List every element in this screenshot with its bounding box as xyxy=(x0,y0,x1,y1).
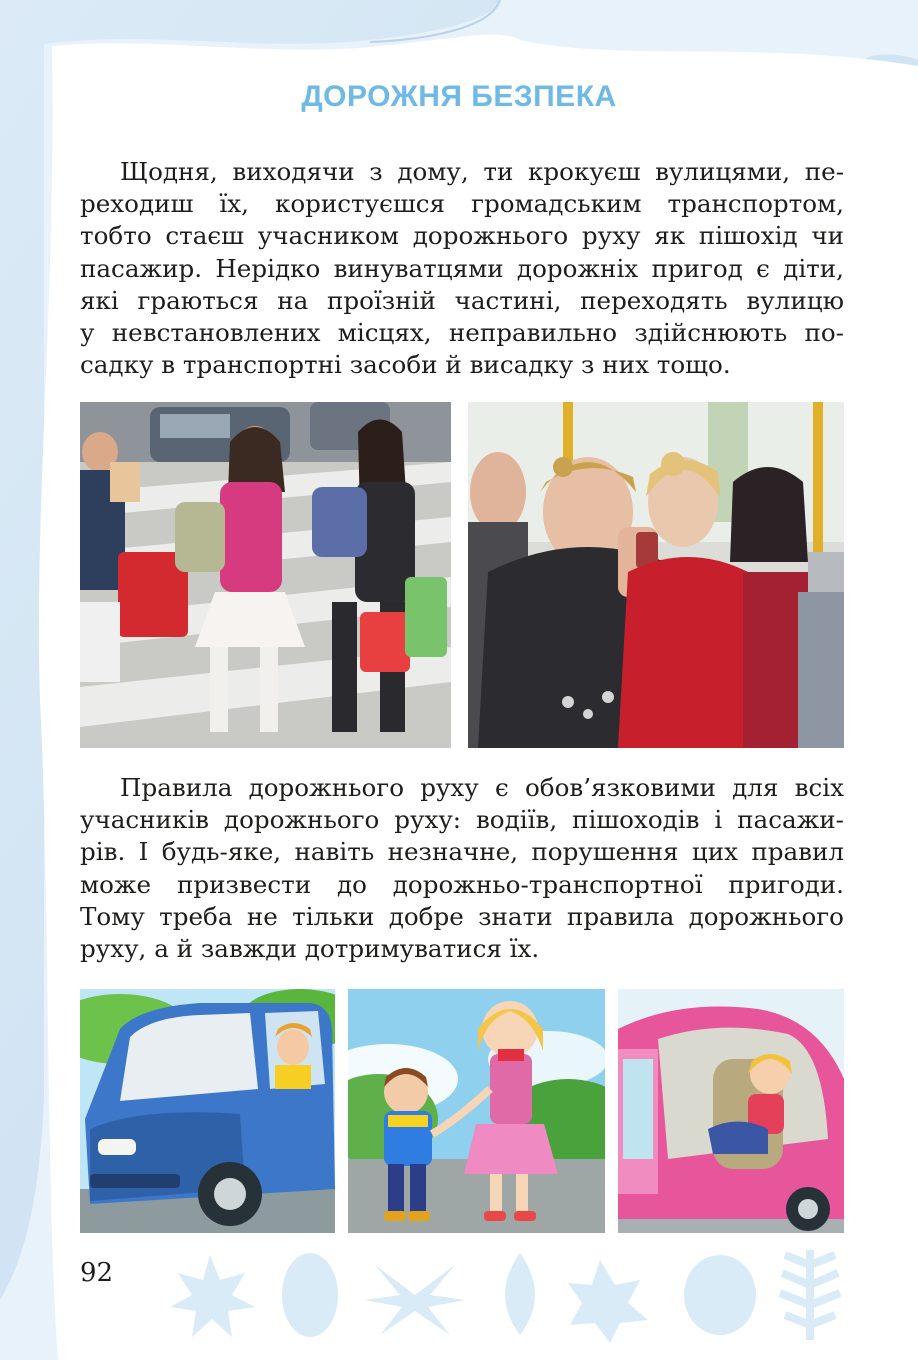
fern-leaf-icon xyxy=(780,1250,840,1340)
page-number: 92 xyxy=(80,1258,114,1288)
paragraph-line: реходиш їх, користуєшся громадським транспортом, xyxy=(80,189,844,219)
children-walking-illustration xyxy=(348,989,605,1233)
paragraph-line: може призвести до дорожньо-транспортної пригоди. xyxy=(80,869,844,899)
linden-leaf-icon xyxy=(684,1255,756,1335)
leaf-decoration xyxy=(170,1245,860,1345)
maple-leaf-icon xyxy=(170,1255,255,1337)
paragraph-line: садку в транспортні засоби й висадку з них тощо. xyxy=(80,350,731,380)
girl-in-car-seat-illustration xyxy=(618,989,844,1233)
children-on-bus-photo xyxy=(468,402,844,748)
paragraph-line: Правила дорожнього руху є обов’язковими для всіх xyxy=(120,773,844,802)
birch-leaf-icon xyxy=(505,1253,535,1335)
rules-paragraph xyxy=(80,772,844,965)
paragraph-line: які граються на проїзній частині, переходять вулицю xyxy=(80,285,844,315)
paragraph-line: тобто стаєш учасником дорожнього руху як пішохід чи xyxy=(80,221,844,251)
paragraph-line: Щодня, виходячи з дому, ти крокуєш вулицями, пе- xyxy=(120,157,844,186)
paragraph-line: у невстановлених місцях, неправильно здійснюють по- xyxy=(80,318,844,348)
paragraph-line: Тому треба не тільки добре знати правила дорожнього xyxy=(80,901,844,931)
children-crossing-road-photo xyxy=(80,402,451,748)
intro-paragraph xyxy=(80,156,844,381)
paragraph-line: учасників дорожнього руху: водіїв, пішоходів і пасажи- xyxy=(80,805,844,835)
paragraph-line: руху, а й завжди дотримуватися їх. xyxy=(80,934,540,964)
page-title: ДОРОЖНЯ БЕЗПЕКА xyxy=(301,80,617,113)
paragraph-line: рів. І будь-яке, навіть незначне, порушення цих правил xyxy=(80,837,844,867)
oak-leaf-icon xyxy=(282,1253,338,1337)
paragraph-line: пасажир. Нерідко винуватцями дорожніх пригод є діти, xyxy=(80,253,844,283)
rowan-leaf-icon xyxy=(568,1260,648,1343)
boy-driving-car-illustration xyxy=(80,989,335,1233)
chestnut-leaf-icon xyxy=(365,1265,465,1335)
